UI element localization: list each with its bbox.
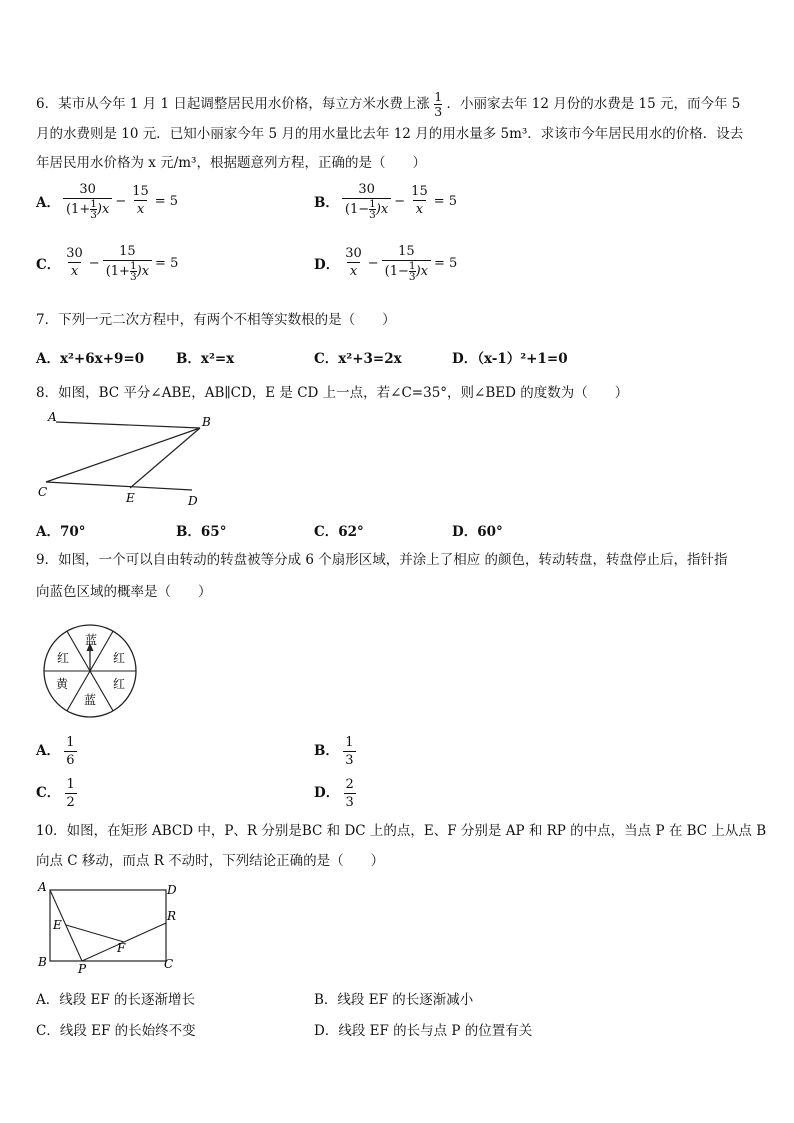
q8-option-d[interactable]: D．60° — [452, 524, 503, 540]
q10-label-p: P — [78, 962, 87, 976]
q8-option-a[interactable]: A．70° — [36, 524, 86, 540]
q10-stem-line1: 10．如图，在矩形 ABCD 中，P、R 分别是BC 和 DC 上的点，E、F 分别是 AP 和 RP 的中点，当点 P 在 BC 上从点 B — [36, 823, 767, 839]
q9-stem-line2: 向蓝色区域的概率是（ ） — [36, 584, 212, 600]
q9-option-b[interactable]: B． $\frac{1}{3}$ — [314, 735, 354, 768]
q9-sector-upper-left: 红 — [57, 651, 70, 665]
q10-option-a[interactable]: A．线段 EF 的长逐渐增长 — [36, 992, 196, 1008]
q6-option-d[interactable]: D． $\frac{30}{x}$ − 15 (1− $\frac{1}{3}$ )x = 5 — [314, 244, 458, 283]
q9-sector-top: 蓝 — [85, 633, 98, 647]
q6-option-b[interactable]: B． 30 (1− $\frac{1}{3}$ )x − $\frac{15}{x}$ = 5 — [314, 182, 458, 221]
q9-spinner-figure — [40, 624, 142, 720]
q9-option-d[interactable]: D． $\frac{2}{3}$ — [314, 777, 354, 810]
q8-label-b: B — [202, 415, 211, 429]
q10-figure — [36, 880, 186, 976]
q6-option-a[interactable]: A． 30 (1+ $\frac{1}{3}$ )x − $\frac{15}{x}$ = 5 — [36, 182, 179, 221]
q8-label-e: E — [126, 491, 135, 505]
q8-figure — [36, 408, 216, 508]
q10-option-d[interactable]: D．线段 EF 的长与点 P 的位置有关 — [314, 1023, 533, 1039]
q6-stem-line1: 6．某市从今年 1 月 1 日起调整居民用水价格，每立方米水费上涨 $\frac{1}{3}$ ．小丽家去年 12 月份的水费是 15 元，而今年 5 — [36, 89, 741, 119]
q8-label-a: A — [48, 410, 57, 424]
q10-stem-line2: 向点 C 移动，而点 R 不动时，下列结论正确的是（ ） — [36, 853, 385, 869]
q7-option-d[interactable]: D．（x-1）²+1=0 — [452, 351, 568, 367]
q9-sector-upper-right: 红 — [113, 651, 126, 665]
q9-option-c[interactable]: C． $\frac{1}{2}$ — [36, 777, 75, 810]
q9-sector-bottom: 蓝 — [84, 693, 97, 707]
q8-option-c[interactable]: C．62° — [314, 524, 364, 540]
q6-fraction-one-third: $\frac{1}{3}$ — [434, 89, 443, 119]
q8-option-b[interactable]: B．65° — [176, 524, 227, 540]
q10-label-f: F — [117, 941, 126, 955]
q10-label-b: B — [38, 955, 47, 969]
q8-label-c: C — [38, 485, 48, 499]
q10-label-d: D — [167, 883, 177, 897]
q10-option-b[interactable]: B．线段 EF 的长逐渐减小 — [314, 992, 474, 1008]
q6-stem-line3: 年居民用水价格为 x 元/m³，根据题意列方程，正确的是（ ） — [36, 155, 426, 171]
q10-option-c[interactable]: C．线段 EF 的长始终不变 — [36, 1023, 196, 1039]
q9-sector-lower-right: 红 — [113, 677, 126, 691]
q6-stem-line2: 月的水费则是 10 元．已知小丽家今年 5 月的用水量比去年 12 月的用水量多 5m³．求该市今年居民用水的价格．设去 — [36, 126, 744, 142]
q8-stem: 8．如图，BC 平分∠ABE，AB∥CD，E 是 CD 上一点，若∠C=35°，则∠BED 的度数为（ ） — [36, 385, 629, 401]
q10-label-e: E — [53, 918, 62, 932]
q7-option-b[interactable]: B．x²=x — [176, 351, 235, 367]
q9-stem-line1: 9．如图，一个可以自由转动的转盘被等分成 6 个扇形区域，并涂上了相应 的颜色，转动转盘，转盘停止后，指针指 — [36, 552, 728, 568]
q7-option-a[interactable]: A．x²+6x+9=0 — [36, 351, 145, 367]
q9-option-a[interactable]: A． $\frac{1}{6}$ — [36, 735, 75, 768]
q10-label-a: A — [38, 880, 47, 894]
q7-option-c[interactable]: C．x²+3=2x — [314, 351, 402, 367]
q9-sector-lower-left: 黄 — [56, 677, 69, 691]
q6-option-c[interactable]: C． $\frac{30}{x}$ − 15 (1+ $\frac{1}{3}$ )x = 5 — [36, 244, 179, 283]
q8-label-d: D — [188, 494, 198, 508]
q10-label-c: C — [164, 957, 174, 971]
q7-stem: 7．下列一元二次方程中，有两个不相等实数根的是（ ） — [36, 312, 396, 328]
q10-label-r: R — [167, 909, 177, 923]
